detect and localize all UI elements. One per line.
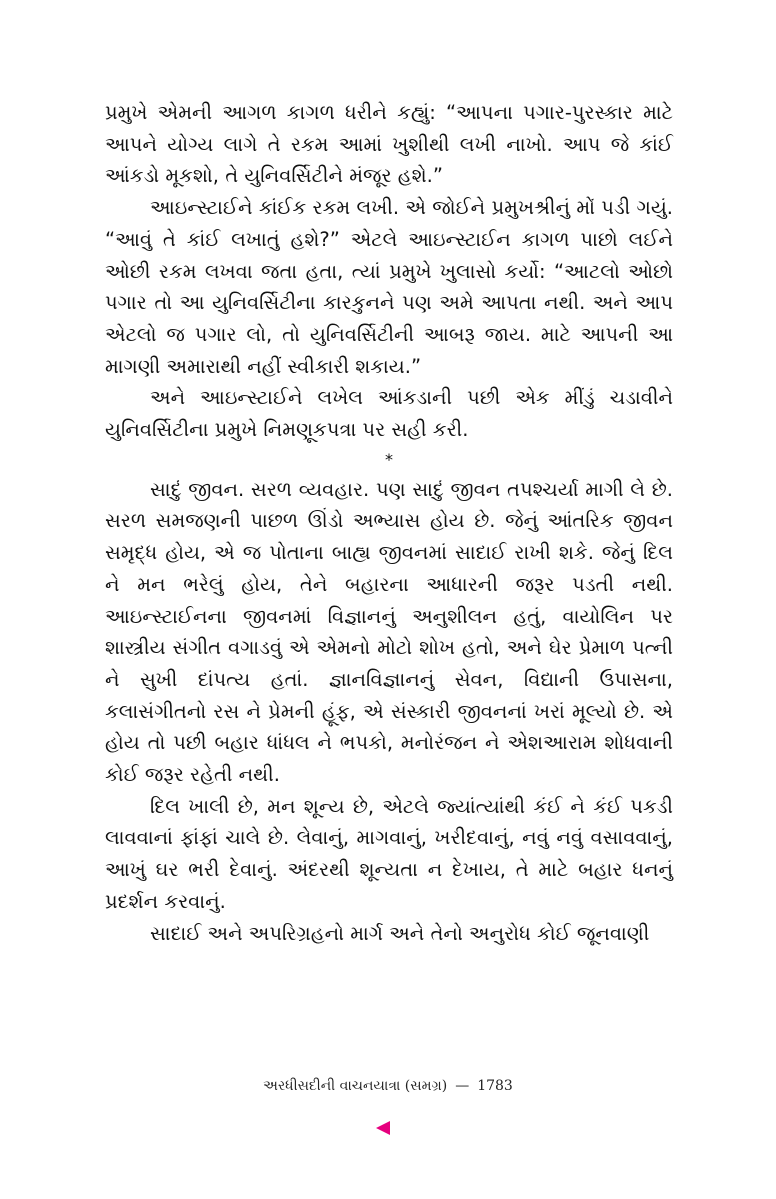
section-separator: * bbox=[385, 449, 393, 469]
page-footer bbox=[0, 1078, 776, 1094]
footer-book-title: અરધીસદીની વાચનયાત્રા (સમગ્ર) bbox=[263, 1078, 448, 1094]
paragraph-2: આઇન્સ્ટાઈને કાંઈક રકમ લખી. એ જોઈને પ્રમુખશ્રીનું મોં પડી ગયું. “આવું તે કાંઈ લખાતું હશે?” એટલે આઇન્સ્ટાઈન કાગળ પાછો લઈને ઓછી રકમ લખવા જતા હતા, ત્યાં પ્રમુખે ખુલાસો કર્યો: “આટલો ઓછો પગાર તો આ યુનિવર્સિટીના કારકુનને પણ અમે આપતા નથી. અને આપ એટલો જ પગાર લો, તો યુનિવર્સિટીની આબરૂ જાય. માટે આપની આ માગણી અમારાથી નહીં સ્વીકારી શકાય.” bbox=[105, 196, 673, 378]
paragraph-5: દિલ ખાલી છે, મન શૂન્ય છે, એટલે જ્યાંત્યાંથી કંઈ ને કંઈ પકડી લાવવાનાં ફાંફાં ચાલે છે. લેવાનું, માગવાનું, ખરીદવાનું, નવું નવું વસાવવાનું, આખું ઘર ભરી દેવાનું. અંદરથી શૂન્યતા ન દેખાય, તે માટે બહાર ધનનું પ્રદર્શન કરવાનું. bbox=[105, 794, 673, 913]
footer-page-number: 1783 bbox=[477, 1078, 513, 1094]
paragraph-6: સાદાઈ અને અપરિગ્રહનો માર્ગ અને તેનો અનુરોધ કોઈ જૂનવાણી bbox=[150, 921, 650, 945]
paragraph-3: અને આઇન્સ્ટાઈને લખેલ આંકડાની પછી એક મીંડું ચડાવીને યુનિવર્સિટીના પ્રમુખે નિમણૂકપત્રા પર સહી કરી. bbox=[105, 386, 673, 442]
page-body bbox=[105, 97, 673, 949]
paragraph-4: સાદું જીવન. સરળ વ્યવહાર. પણ સાદું જીવન તપશ્ચર્યા માગી લે છે. સરળ સમજણની પાછળ ઊંડો અભ્યાસ હોય છે. જેનું આંતરિક જીવન સમૃદ્ધ હોય, એ જ પોતાના બાહ્ય જીવનમાં સાદાઈ રાખી શકે. જેનું દિલ ને મન ભરેલું હોય, તેને બહારના આધારની જરૂર પડતી નથી. આઇન્સ્ટાઈનના જીવનમાં વિજ્ઞાનનું અનુશીલન હતું, વાયોલિન પર શાસ્ત્રીય સંગીત વગાડવું એ એમનો મોટો શોખ હતો, અને ઘેર પ્રેમાળ પત્ની ને સુખી દાંપત્ય હતાં. જ્ઞાનવિજ્ઞાનનું સેવન, વિદ્યાની ઉપાસના, કલાસંગીતનો રસ ને પ્રેમની હૂંફ, એ સંસ્કારી જીવનનાં ખરાં મૂલ્યો છે. એ હોય તો પછી બહાર ધાંધલ ને ભપકો, મનોરંજન ને એશઆરામ શોધવાની કોઈ જરૂર રહેતી નથી. bbox=[105, 477, 673, 787]
previous-page-arrow-icon[interactable] bbox=[376, 1121, 390, 1135]
paragraph-1: પ્રમુખે એમની આગળ કાગળ ધરીને કહ્યું: “આપના પગાર-પુરસ્કાર માટે આપને યોગ્ય લાગે તે રકમ આમાં ખુશીથી લખી નાખો. આપ જે કાંઈ આંકડો મૂકશો, તે યુનિવર્સિટીને મંજૂર હશે.” bbox=[105, 101, 673, 188]
footer-dash: — bbox=[455, 1078, 470, 1094]
